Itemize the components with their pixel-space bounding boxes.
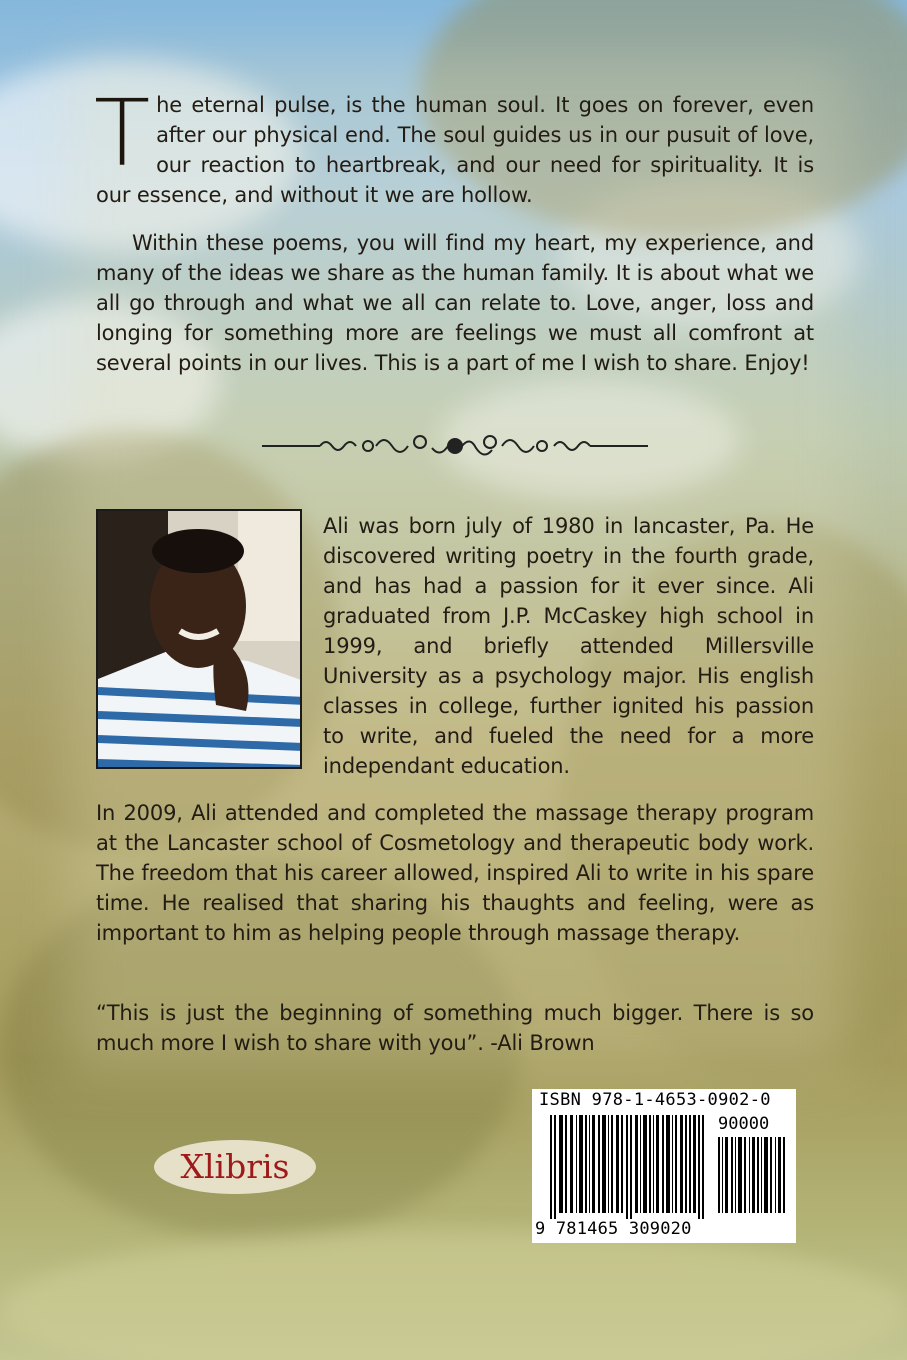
author-photo [96,509,302,769]
isbn-barcode [532,1089,796,1243]
intro-text [94,80,814,378]
publisher-name: Xlibris [180,1147,290,1186]
author-quote: “This is just the beginning of something much bigger. There is so much more I wish to share with you”. -Ali Brown [96,1001,814,1055]
publisher-logo [152,1138,318,1196]
author-bio-paragraph-2: In 2009, Ali attended and completed the massage therapy program at the Lancaster school of Cosmetology and therapeutic body work. The freedom that his career allowed, inspired Ali to write in his spare time. He realised that sharing his thaughts and feeling, were as important to him as helping people through massage therapy. [96,801,814,945]
isbn-label: ISBN 978-1-4653-0902-0 [539,1090,771,1110]
author-bio-paragraph-1: Ali was born july of 1980 in lancaster, Pa. He discovered writing poetry in the fourth grade, and has had a passion for it ever since. Ali graduated from J.P. McCaskey high school in 1999, and briefly attended Millersville University as a psychology major. His english classes in college, further ignited his passion to write, and fueled the need for a more independant education. [323,514,814,778]
ean-digits: 9 781465 309020 [535,1219,692,1239]
ornamental-divider-icon [262,428,648,464]
intro-paragraph-1: The eternal pulse, is the human soul. It goes on forever, even after our physical end. The soul guides us in our pusuit of love, our reaction to heartbreak, and our need for spirituality. It is our essence, and without it we are hollow. [94,80,814,207]
drop-cap: T [94,80,151,187]
price-code: 90000 [718,1114,770,1134]
intro-paragraph-2: Within these poems, you will find my heart, my experience, and many of the ideas we share as the human family. It is about what we all go through and what we all can relate to. Love, anger, loss and longing for something more are feelings we must all comfront at several points in our lives. This is a part of me I wish to share. Enjoy! [96,231,814,375]
author-portrait-icon [98,511,302,769]
